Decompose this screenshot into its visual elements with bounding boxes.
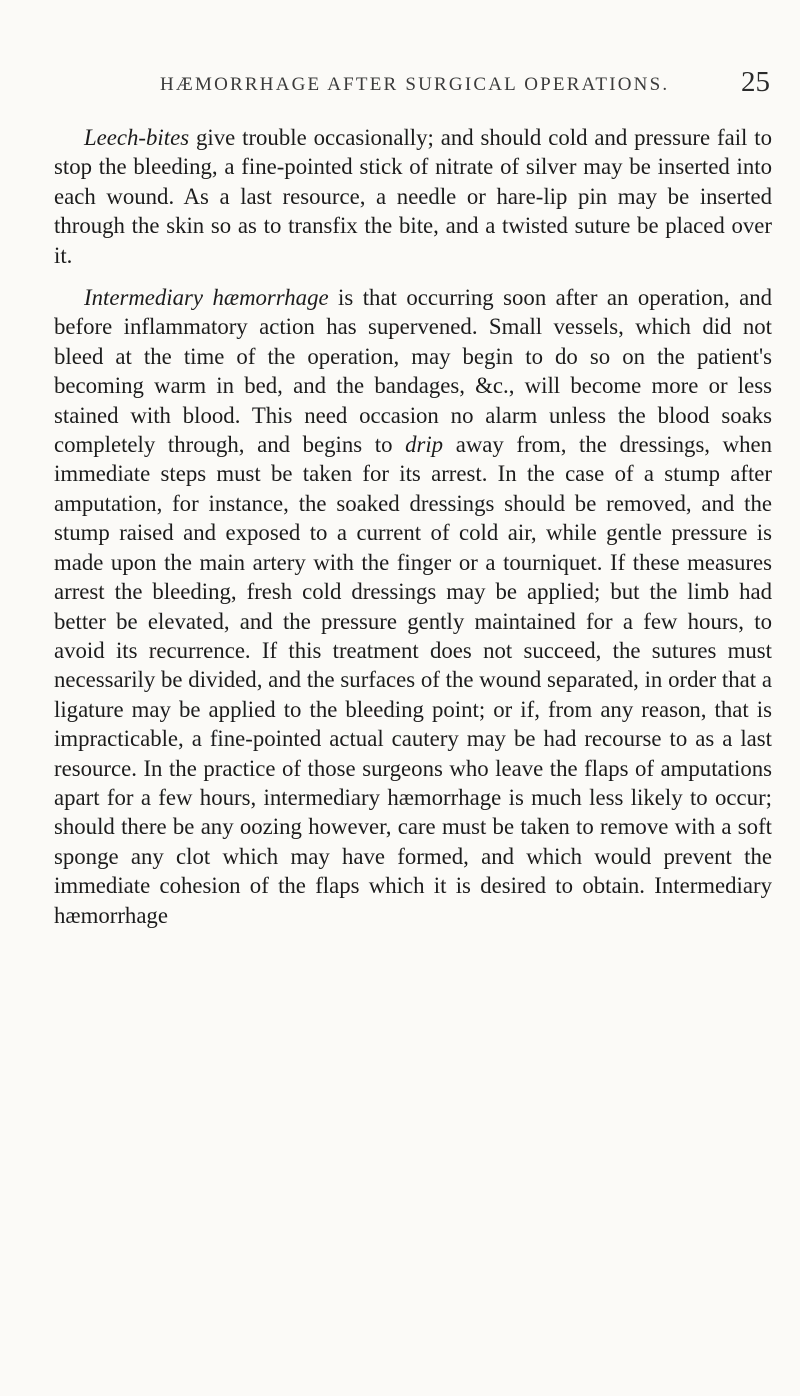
lead-term-leech-bites: Leech-bites [84, 125, 190, 150]
paragraph-text: give trouble occasionally; and should cold and pressure fail to stop the bleeding, a fine-pointed stick of nitrate of silver may be inserted into each wound. As a last resource, a needle or hare-lip pin may be inserted through the skin so as to transfix the bite, and a twisted suture be placed over it. [54, 125, 772, 268]
paragraph-text-after: away from, the dressings, when immediate steps must be taken for its arrest. In the case of a stump after amputation, for instance, the soaked dressings should be removed, and the stump raised and exposed to a current of cold air, while gentle pressure is made upon the main artery with the finger or a tourniquet. If these measures arrest the bleeding, fresh cold dressings may be applied; but the limb had better be elevated, and the pressure gently maintained for a few hours, to avoid its recurrence. If this treatment does not succeed, the sutures must necessarily be divided, and the surfaces of the wound separated, in order that a ligature may be applied to the bleeding point; or if, from any reason, that is impracticable, a fine-pointed actual cautery may be had recourse to as a last resource. In the practice of those surgeons who leave the flaps of amputations apart for a few hours, intermediary hæmorrhage is much less likely to occur; should there be any oozing however, care must be taken to remove with a soft sponge any clot which may have formed, and which would prevent the immediate cohesion of the flaps which it is desired to obtain. Intermediary hæmorrhage [54, 432, 772, 928]
emphasis-drip: drip [405, 432, 444, 458]
paragraph-intermediary-haemorrhage [54, 283, 772, 930]
running-head [160, 66, 780, 106]
paragraph-leech-bites [54, 123, 772, 270]
paragraph-text-before: is that occurring soon after an operation, and before inflammatory action has supervened. Small vessels, which did not bleed at the time of the operation, may begin to do so on the patient's becoming warm in bed, and the bandages, &c., will become more or less stained with blood. This need occasion no alarm unless the blood soaks completely through, and begins to [54, 285, 773, 458]
lead-term-intermediary-haemorrhage: Intermediary hæmorrhage [84, 285, 329, 311]
running-title: HÆMORRHAGE AFTER SURGICAL OPERATIONS. [160, 74, 670, 95]
body-text [54, 123, 772, 930]
page-number: 25 [741, 66, 770, 98]
